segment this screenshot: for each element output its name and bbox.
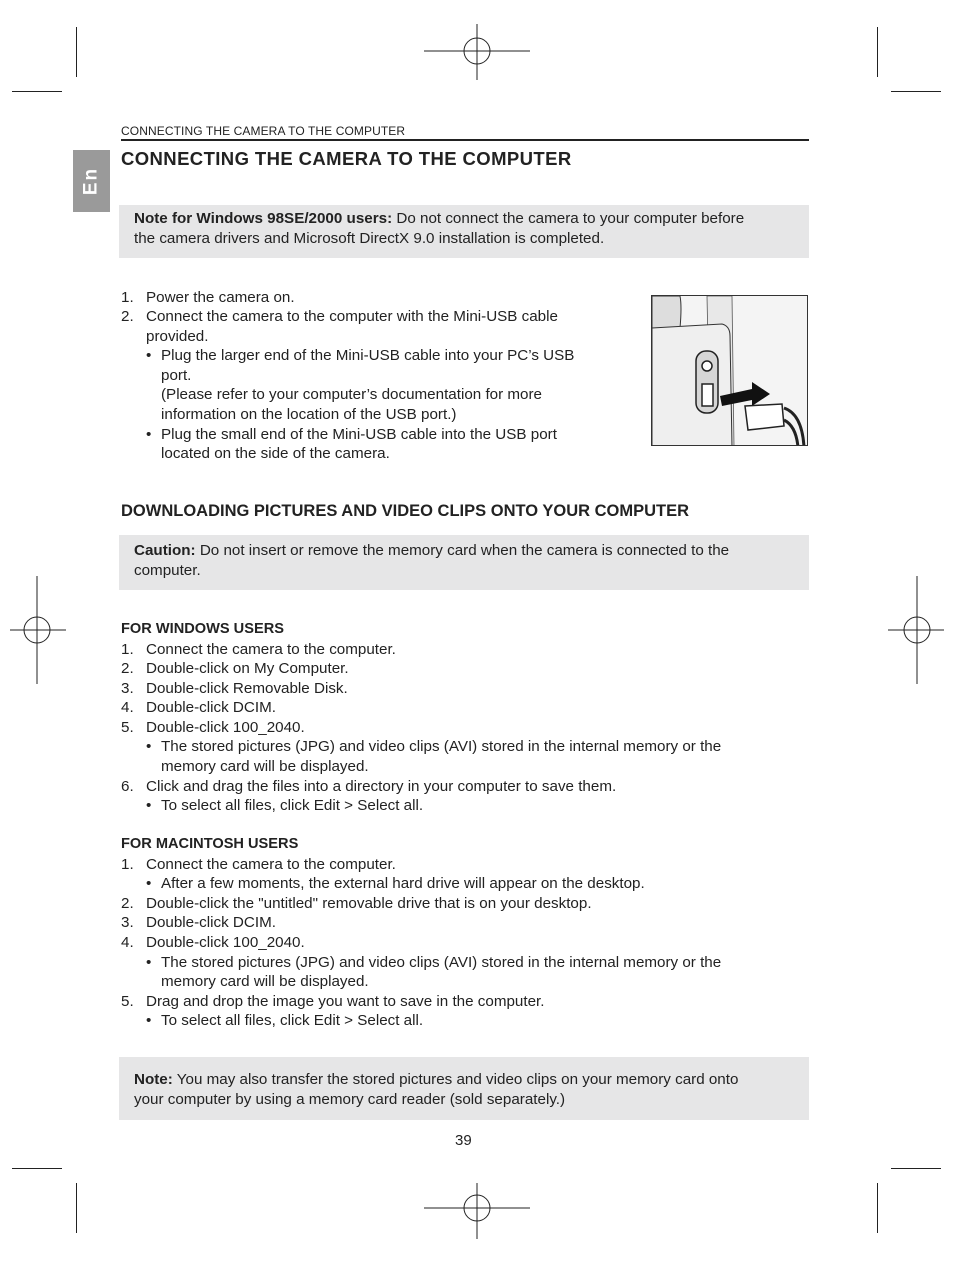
header-rule <box>121 139 809 141</box>
note-windows98-text: Do not connect the camera to your computer before <box>392 210 745 227</box>
downloading-heading: DOWNLOADING PICTURES AND VIDEO CLIPS ONTO YOUR COMPUTER <box>121 502 690 520</box>
step-text: located on the side of the camera. <box>161 445 390 462</box>
registration-mark-left <box>10 576 66 684</box>
step-bullet: • <box>146 954 152 971</box>
step-number: 1. <box>121 289 134 306</box>
step-number: 1. <box>121 856 134 873</box>
step-text: After a few moments, the external hard drive will appear on the desktop. <box>161 875 645 892</box>
step-number: 5. <box>121 993 134 1010</box>
step-text: Connect the camera to the computer. <box>146 641 396 658</box>
step-text: provided. <box>146 328 209 345</box>
note-windows98-label: Note for Windows 98SE/2000 users: <box>134 210 393 227</box>
step-number: 2. <box>121 660 134 677</box>
step-text: Double-click 100_2040. <box>146 934 305 951</box>
camera-usb-photo <box>651 295 808 446</box>
step-text: port. <box>161 367 192 384</box>
step-text: Click and drag the files into a directory in your computer to save them. <box>146 778 617 795</box>
step-text: memory card will be displayed. <box>161 973 369 990</box>
page-number: 39 <box>455 1132 472 1149</box>
step-text: Drag and drop the image you want to save in the computer. <box>146 993 545 1010</box>
step-text: Plug the small end of the Mini-USB cable into the USB port <box>161 426 557 443</box>
step-bullet: • <box>146 875 152 892</box>
step-text: The stored pictures (JPG) and video clips (AVI) stored in the internal memory or the <box>161 738 722 755</box>
step-text: Connect the camera to the computer. <box>146 856 396 873</box>
step-number: 1. <box>121 641 134 658</box>
page-title: CONNECTING THE CAMERA TO THE COMPUTER <box>121 148 572 169</box>
step-number: 3. <box>121 914 134 931</box>
step-number: 5. <box>121 719 134 736</box>
caution-box <box>119 535 809 590</box>
step-bullet: • <box>146 426 152 443</box>
running-header: CONNECTING THE CAMERA TO THE COMPUTER <box>121 124 406 138</box>
step-number: 3. <box>121 680 134 697</box>
step-text: Double-click DCIM. <box>146 699 276 716</box>
step-bullet: • <box>146 347 152 364</box>
camera-usb-illustration <box>652 296 808 446</box>
step-text: To select all files, click Edit > Select all. <box>161 797 424 814</box>
step-text: The stored pictures (JPG) and video clips (AVI) stored in the internal memory or the <box>161 954 722 971</box>
step-number: 4. <box>121 699 134 716</box>
step-bullet: • <box>146 738 152 755</box>
step-text: memory card will be displayed. <box>161 758 369 775</box>
caution-text: Do not insert or remove the memory card when the camera is connected to the <box>195 542 730 559</box>
step-bullet: • <box>146 1012 152 1029</box>
step-number: 4. <box>121 934 134 951</box>
step-bullet: • <box>146 797 152 814</box>
macintosh-heading: FOR MACINTOSH USERS <box>121 836 299 852</box>
step-text: Power the camera on. <box>146 289 295 306</box>
registration-mark-top <box>424 24 530 80</box>
step-text: To select all files, click Edit > Select all. <box>161 1012 424 1029</box>
caution-label: Caution: <box>134 542 196 559</box>
step-text: (Please refer to your computer’s documentation for more <box>161 386 542 403</box>
step-number: 2. <box>121 895 134 912</box>
step-text: Plug the larger end of the Mini-USB cable into your PC’s USB <box>161 347 575 364</box>
note-windows98-text-line2: the camera drivers and Microsoft DirectX 9.0 installation is completed. <box>134 230 605 247</box>
registration-mark-right <box>888 576 944 684</box>
note-card-reader-label: Note: <box>134 1071 173 1088</box>
note-card-reader-box <box>119 1057 809 1120</box>
caution-text-line2: computer. <box>134 562 201 579</box>
windows-heading: FOR WINDOWS USERS <box>121 621 284 637</box>
step-text: Double-click 100_2040. <box>146 719 305 736</box>
note-card-reader-text-line2: your computer by using a memory card reader (sold separately.) <box>134 1091 566 1108</box>
step-text: Double-click on My Computer. <box>146 660 349 677</box>
note-windows98-box <box>119 205 809 258</box>
step-number: 6. <box>121 778 134 795</box>
step-text: Connect the camera to the computer with the Mini-USB cable <box>146 308 558 325</box>
step-text: Double-click Removable Disk. <box>146 680 348 697</box>
language-tab <box>73 150 110 212</box>
note-card-reader-text: You may also transfer the stored pictures and video clips on your memory card onto <box>172 1071 739 1088</box>
step-text: Double-click the "untitled" removable drive that is on your desktop. <box>146 895 592 912</box>
registration-mark-bottom <box>424 1183 530 1239</box>
language-tab-label: En <box>80 166 102 196</box>
step-number: 2. <box>121 308 134 325</box>
step-text: Double-click DCIM. <box>146 914 276 931</box>
step-text: information on the location of the USB port.) <box>161 406 457 423</box>
